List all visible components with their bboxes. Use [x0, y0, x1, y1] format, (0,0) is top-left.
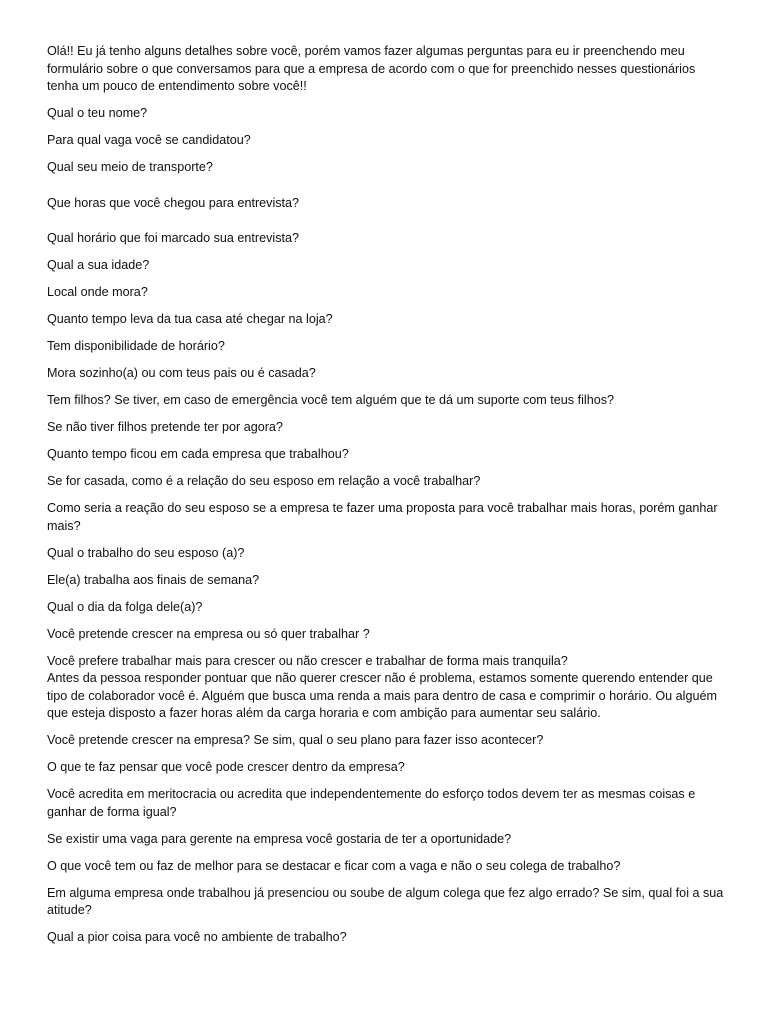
question-spouse-job: Qual o trabalho do seu esposo (a)? [47, 545, 245, 560]
question-growth-confidence: O que te faz pensar que você pode crescer dentro da empresa? [47, 760, 405, 774]
question-arrival-time: Que horas que você chegou para entrevista? [47, 195, 300, 210]
question-age: Qual a sua idade? [47, 258, 150, 272]
question-growth-plan: Você pretende crescer na empresa? Se sim, qual o seu plano para fazer isso acontecer? [47, 733, 544, 747]
question-growth-intent: Você pretende crescer na empresa ou só quer trabalhar ? [47, 626, 370, 641]
question-growth-preference-block [47, 653, 727, 723]
question-availability: Tem disponibilidade de horário? [47, 339, 225, 353]
question-tenure: Quanto tempo ficou em cada empresa que trabalhou? [47, 447, 349, 461]
question-scheduled-time: Qual horário que foi marcado sua entrevista? [47, 231, 300, 245]
question-meritocracy: Você acredita em meritocracia ou acredita que independentemente do esforço todos devem ter as mesmas coisas e ganhar de forma igual? [47, 787, 696, 819]
question-spouse-reaction: Como seria a reação do seu esposo se a empresa te fazer uma proposta para você trabalhar mais horas, porém ganhar mais? [47, 501, 718, 533]
question-spouse-relation: Se for casada, como é a relação do seu esposo em relação a você trabalhar? [47, 474, 481, 488]
question-children-support: Tem filhos? Se tiver, em caso de emergência você tem alguém que te dá um suporte com teus filhos? [47, 393, 615, 407]
question-vacancy: Para qual vaga você se candidatou? [47, 133, 251, 147]
interviewer-note: Antes da pessoa responder pontuar que não querer crescer não é problema, estamos somente querendo entender que tipo de colaborador você é. Alguém que busca uma renda a mais para dentro de casa e comprimir o horário. Ou alguém que esteja disposto a fazer horas além da carga horaria e com ambição para aumentar seu salário. [47, 671, 717, 720]
question-manager-opportunity: Se existir uma vaga para gerente na empresa você gostaria de ter a oportunidade? [47, 831, 512, 846]
question-colleague-misconduct: Em alguma empresa onde trabalhou já presenciou ou soube de algum colega que fez algo errado? Se sim, qual foi a sua atitude? [47, 885, 724, 917]
question-spouse-weekends: Ele(a) trabalha aos finais de semana? [47, 572, 260, 587]
question-differentiator: O que você tem ou faz de melhor para se destacar e ficar com a vaga e não o seu colega de trabalho? [47, 858, 621, 873]
question-worst-thing: Qual a pior coisa para você no ambiente de trabalho? [47, 930, 347, 944]
intro-paragraph: Olá!! Eu já tenho alguns detalhes sobre você, porém vamos fazer algumas perguntas para eu ir preenchendo meu formulário sobre o que conversamos para que a empresa de acordo com o que for preenchido nesses questionários tenha um pouco de entendimento sobre você!! [47, 44, 696, 93]
question-living-situation: Mora sozinho(a) ou com teus pais ou é casada? [47, 366, 316, 380]
question-name: Qual o teu nome? [47, 106, 148, 120]
document-body [47, 43, 727, 956]
question-residence: Local onde mora? [47, 285, 148, 299]
question-commute-time: Quanto tempo leva da tua casa até chegar na loja? [47, 312, 333, 326]
question-growth-preference: Você prefere trabalhar mais para crescer ou não crescer e trabalhar de forma mais tranquila? [47, 653, 568, 668]
question-plans-children: Se não tiver filhos pretende ter por agora? [47, 420, 283, 434]
question-spouse-day-off: Qual o dia da folga dele(a)? [47, 599, 203, 614]
question-transport: Qual seu meio de transporte? [47, 160, 213, 174]
